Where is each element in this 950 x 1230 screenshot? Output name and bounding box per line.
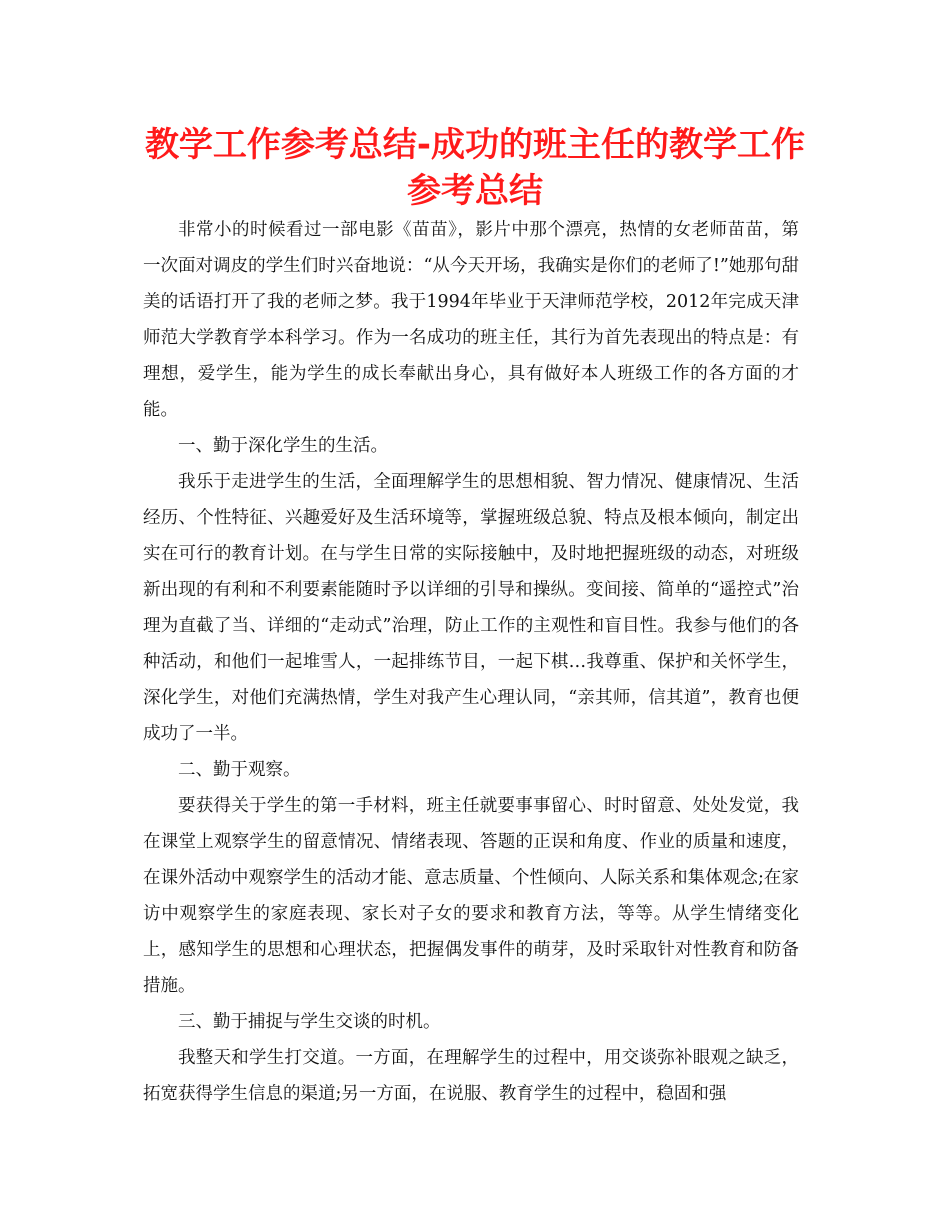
paragraph-intro: 非常小的时候看过一部电影《苗苗》，影片中那个漂亮，热情的女老师苗苗，第一次面对调皮的学生们时兴奋地说：“从今天开场，我确实是你们的老师了!”她那句甜美的话语打开了我的老师之梦。我于1994年毕业于天津师范学校，2012年完成天津师范大学教育学本科学习。作为一名成功的班主任，其行为首先表现出的特点是：有理想，爱学生，能为学生的成长奉献出身心，具有做好本人班级工作的各方面的才能。 [143,220,799,420]
paragraph-section-2: 要获得关于学生的第一手材料，班主任就要事事留心、时时留意、处处发觉，我在课堂上观察学生的留意情况、情绪表现、答题的正误和角度、作业的质量和速度，在课外活动中观察学生的活动才能、意志质量、个性倾向、人际关系和集体观念;在家访中观察学生的家庭表现、家长对子女的要求和教育方法，等等。从学生情绪变化上，感知学生的思想和心理状态，把握偶发事件的萌芽，及时采取针对性教育和防备措施。 [143,796,799,996]
section-heading-2: 二、勤于观察。 [178,760,301,780]
paragraph-section-1: 我乐于走进学生的生活，全面理解学生的思想相貌、智力情况、健康情况、生活经历、个性特征、兴趣爱好及生活环境等，掌握班级总貌、特点及根本倾向，制定出实在可行的教育计划。在与学生日常的实际接触中，及时地把握班级的动态，对班级新出现的有利和不利要素能随时予以详细的引导和操纵。变间接、简单的“遥控式”治理为直截了当、详细的“走动式”治理，防止工作的主观性和盲目性。我参与他们的各种活动，和他们一起堆雪人，一起排练节目，一起下棋…我尊重、保护和关怀学生，深化学生，对他们充满热情，学生对我产生心理认同，“亲其师，信其道”，教育也便成功了一半。 [143,472,799,744]
paragraph-section-3: 我整天和学生打交道。一方面，在理解学生的过程中，用交谈弥补眼观之缺乏，拓宽获得学生信息的渠道;另一方面，在说服、教育学生的过程中，稳固和强 [143,1048,799,1104]
section-heading-3: 三、勤于捕捉与学生交谈的时机。 [178,1012,441,1032]
section-heading-1: 一、勤于深化学生的生活。 [178,436,388,456]
document-title: 教学工作参考总结-成功的班主任的教学工作参考总结 [144,125,806,211]
document-body [143,212,799,1112]
